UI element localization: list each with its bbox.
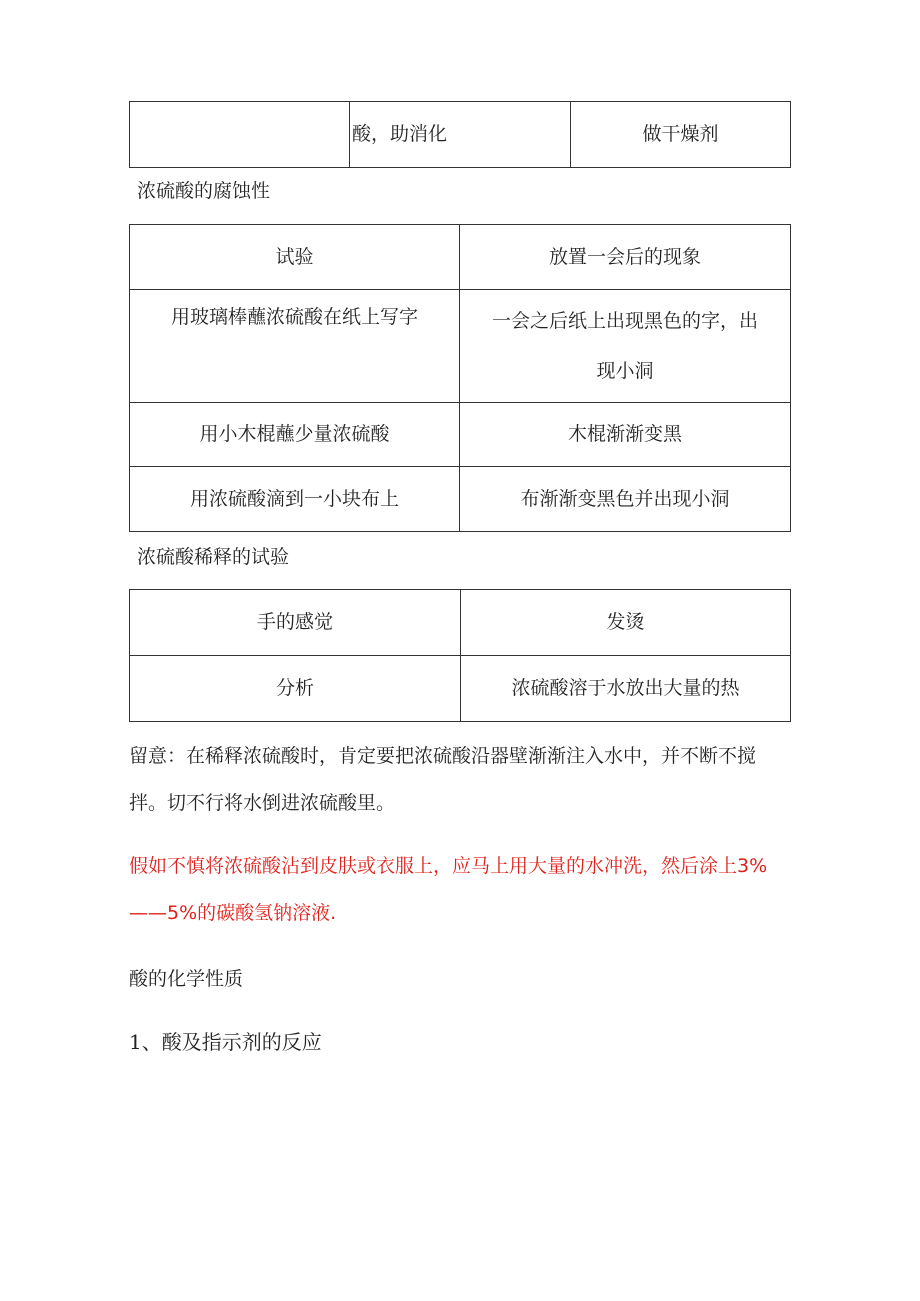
- table-cell: 发烫: [461, 590, 791, 656]
- table-corrosion: [129, 224, 791, 532]
- table-row: [130, 403, 791, 467]
- table-row: [130, 467, 791, 532]
- table-cell: 分析: [130, 656, 461, 722]
- table-cell: [130, 102, 350, 168]
- table-row: [130, 102, 791, 168]
- item-number: 1、: [129, 1030, 162, 1054]
- table-row: [130, 656, 791, 722]
- table-cell: 手的感觉: [130, 590, 461, 656]
- table-cell: 一会之后纸上出现黑色的字，出现小洞: [460, 290, 791, 403]
- item-1-heading: [129, 1026, 322, 1055]
- skin-contact-warning: 假如不慎将浓硫酸沾到皮肤或衣服上，应马上用大量的水冲洗，然后涂上3%——5%的碳酸氢钠溶液.: [129, 855, 768, 924]
- table-cell: 木棍渐渐变黑: [460, 403, 791, 467]
- table-cell: 做干燥剂: [571, 102, 791, 168]
- table-cell: 酸，助消化: [350, 102, 571, 168]
- table-row: [130, 590, 791, 656]
- table-dilution: [129, 589, 791, 722]
- chem-properties-title: 酸的化学性质: [129, 968, 244, 990]
- section-title-dilution: 浓硫酸稀释的试验: [137, 546, 290, 568]
- table-row: [130, 290, 791, 403]
- table-header-cell: 放置一会后的现象: [460, 225, 791, 290]
- table-cell: 用浓硫酸滴到一小块布上: [130, 467, 460, 532]
- section-title-corrosion: 浓硫酸的腐蚀性: [137, 180, 271, 202]
- table-cell: 用玻璃棒蘸浓硫酸在纸上写字: [130, 290, 460, 403]
- table-cell: 布渐渐变黑色并出现小洞: [460, 467, 791, 532]
- dilution-note: 留意：在稀释浓硫酸时，肯定要把浓硫酸沿器壁渐渐注入水中，并不断不搅拌。切不行将水倒进浓硫酸里。: [129, 745, 757, 814]
- table-cell: 用小木棍蘸少量浓硫酸: [130, 403, 460, 467]
- table-header-cell: 试验: [130, 225, 460, 290]
- table-cell: 浓硫酸溶于水放出大量的热: [461, 656, 791, 722]
- table-header-row: [130, 225, 791, 290]
- item-label: 酸及指示剂的反应: [161, 1030, 322, 1054]
- table-drying-agent: [129, 101, 791, 168]
